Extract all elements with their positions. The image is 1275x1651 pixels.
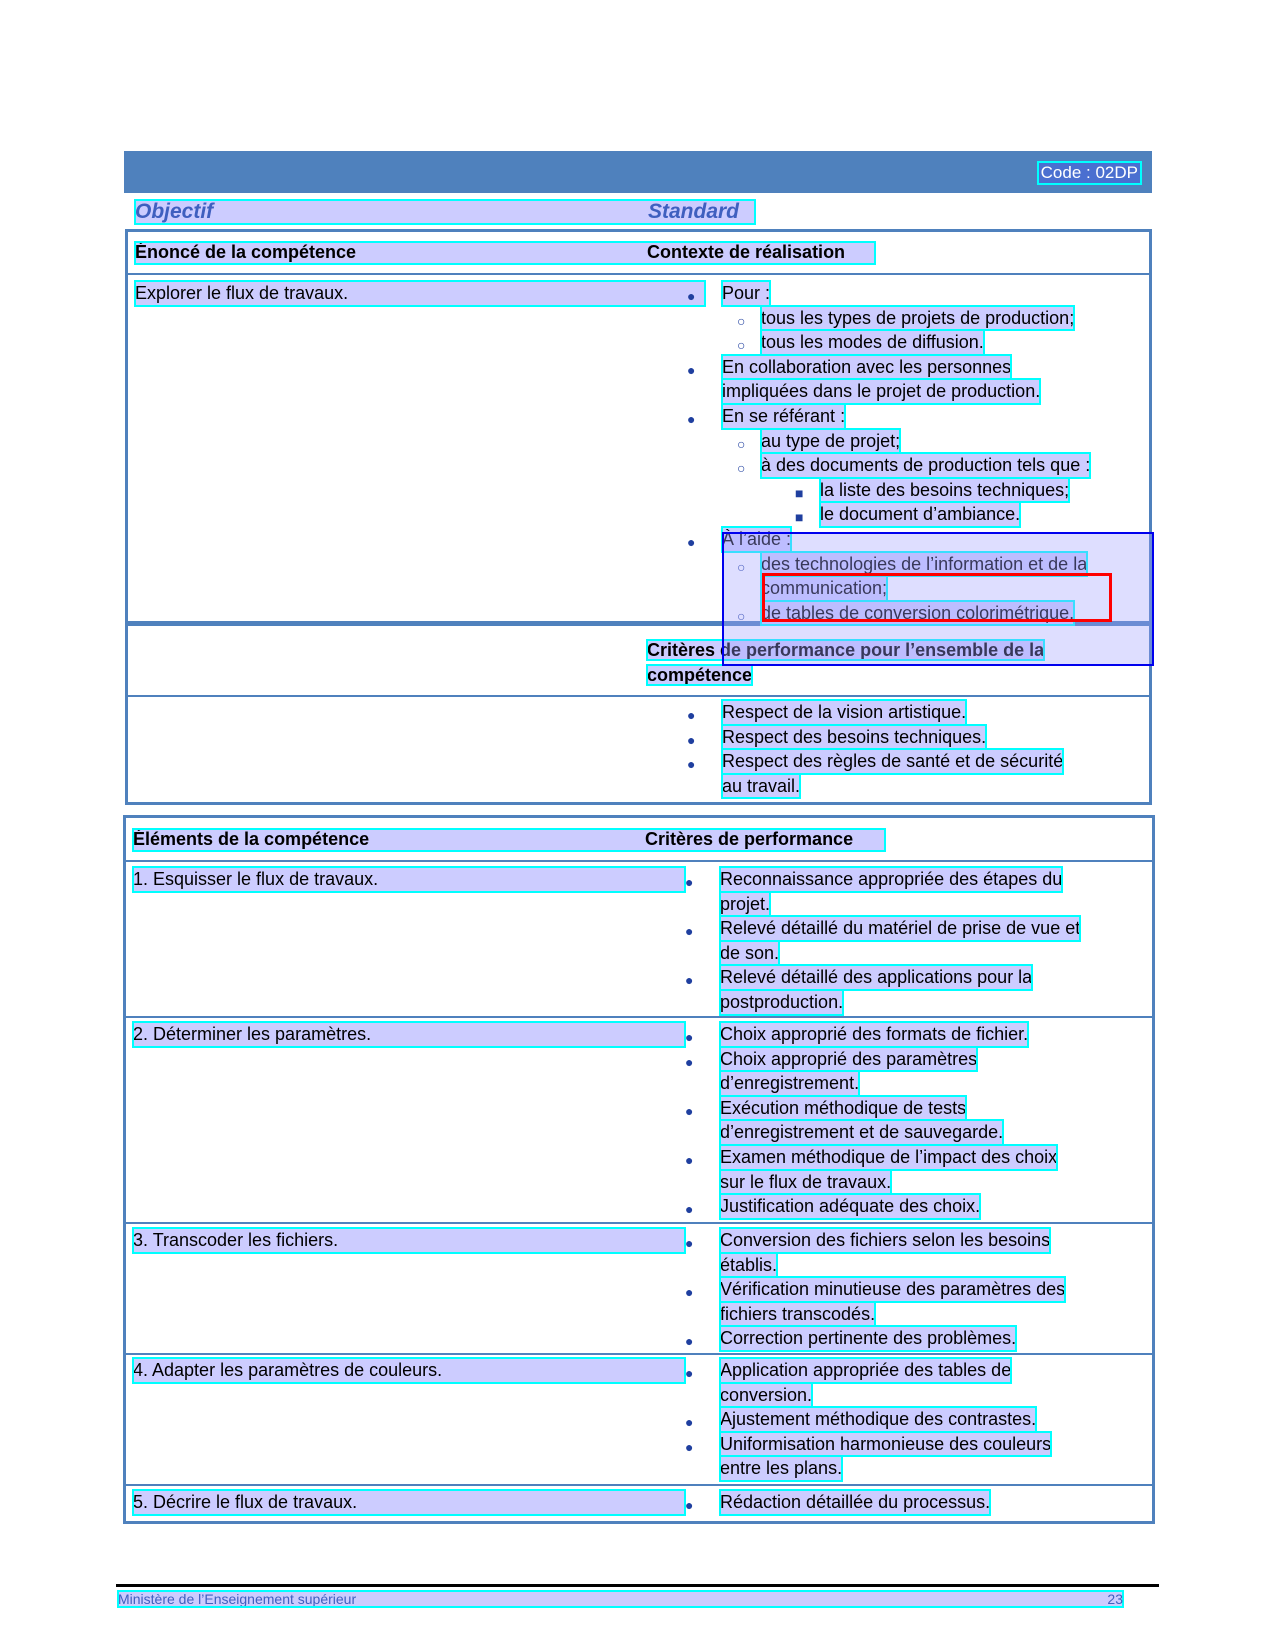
list-item-text: le document d’ambiance. <box>820 502 1020 527</box>
element-text: 1. Esquisser le flux de travaux. <box>133 867 685 892</box>
bullet-icon: ● <box>687 731 696 748</box>
footer-rule <box>116 1584 1159 1587</box>
divider <box>126 1484 1152 1486</box>
element-text: 3. Transcoder les fichiers. <box>133 1228 685 1253</box>
element-text: 5. Décrire le flux de travaux. <box>133 1490 685 1515</box>
list-item-text: Respect de la vision artistique. <box>722 700 966 725</box>
bullet-icon: ● <box>685 1365 694 1381</box>
bullet-icon: ● <box>685 1333 694 1350</box>
bullet-icon: ○ <box>737 337 746 354</box>
list-item-text: tous les types de projets de production; <box>761 306 1074 331</box>
bullet-icon: ○ <box>737 435 746 452</box>
bullet-icon: ● <box>685 972 694 989</box>
divider <box>126 1222 1152 1224</box>
bullet-icon: ● <box>685 874 694 890</box>
bullet-icon: ● <box>685 1151 694 1168</box>
list-item-text: Rédaction détaillée du processus. <box>720 1490 990 1515</box>
bullet-icon: ● <box>687 756 696 773</box>
bullet-icon: ● <box>685 1438 694 1455</box>
bullet-icon: ○ <box>737 558 746 575</box>
footer-ministry: Ministère de l’Enseignement supérieur <box>118 1591 357 1607</box>
list-item-text: au travail. <box>722 774 800 799</box>
criteria-ensemble-header: Critères de performance pour l’ensemble de la compétence <box>647 640 1045 685</box>
list-item-text: Correction pertinente des problèmes. <box>720 1326 1016 1351</box>
list-item-text: d’enregistrement et de sauvegarde. <box>720 1120 1003 1145</box>
bullet-icon: ○ <box>737 460 746 477</box>
bullet-icon: ■ <box>795 484 804 501</box>
list-item-text: En se référant : <box>722 404 845 429</box>
list-item-text: Choix approprié des paramètres <box>720 1047 977 1072</box>
list-item-text: sur le flux de travaux. <box>720 1170 891 1195</box>
objectif-label: Objectif <box>135 200 214 223</box>
divider <box>128 273 1149 275</box>
bullet-icon: ● <box>687 410 696 427</box>
list-item-text: Respect des règles de santé et de sécurité <box>722 749 1063 774</box>
list-item-text: Conversion des fichiers selon les besoins <box>720 1228 1050 1253</box>
bullet-icon: ● <box>685 1414 694 1431</box>
list-item-text: entre les plans. <box>720 1456 842 1481</box>
standard-label: Standard <box>648 200 740 223</box>
list-item-text: tous les modes de diffusion. <box>761 330 984 355</box>
header-bar <box>124 151 1152 193</box>
enonce-header: Énoncé de la compétence <box>135 242 357 262</box>
bullet-icon: ● <box>687 533 696 550</box>
bullet-icon: ● <box>685 1029 694 1045</box>
list-item-text: Uniformisation harmonieuse des couleurs <box>720 1432 1051 1457</box>
list-item-text: de tables de conversion colorimétrique. <box>761 601 1074 626</box>
program-code: Code : 02DP <box>1040 163 1138 182</box>
list-item-text: fichiers transcodés. <box>720 1302 875 1327</box>
footer <box>118 1591 1123 1607</box>
divider <box>126 1016 1152 1018</box>
bullet-icon: ● <box>685 1201 694 1218</box>
table2-header <box>133 829 885 851</box>
list-item-text: conversion. <box>720 1383 812 1408</box>
list-item-text: Exécution méthodique de tests <box>720 1096 966 1121</box>
bullet-icon: ○ <box>737 607 746 624</box>
list-item-text: impliquées dans le projet de production. <box>722 379 1040 404</box>
elements-header: Éléments de la compétence <box>133 829 370 849</box>
bullet-icon: ● <box>685 1102 694 1119</box>
list-item-text: Relevé détaillé des applications pour la <box>720 965 1032 990</box>
contexte-header: Contexte de réalisation <box>647 242 846 262</box>
list-item-text: Examen méthodique de l’impact des choix <box>720 1145 1057 1170</box>
list-item-text: des technologies de l’information et de la <box>761 552 1087 577</box>
list-item-text: de son. <box>720 941 779 966</box>
bullet-icon: ● <box>685 1497 694 1513</box>
list-item-text: Ajustement méthodique des contrastes. <box>720 1407 1036 1432</box>
list-item-text: projet. <box>720 892 770 917</box>
list-item-text: Application appropriée des tables de <box>720 1358 1011 1383</box>
list-item-text: Reconnaissance appropriée des étapes du <box>720 867 1062 892</box>
highlight-box <box>762 573 1112 622</box>
bullet-icon: ● <box>687 288 696 304</box>
page-number: 23 <box>1107 1591 1123 1607</box>
list-item-text: À l’aide : <box>722 527 791 552</box>
list-item-text: Respect des besoins techniques. <box>722 725 986 750</box>
criteres-header: Critères de performance <box>645 829 854 849</box>
bullet-icon: ● <box>685 1284 694 1301</box>
objectif-row <box>135 200 755 224</box>
bullet-icon: ● <box>685 923 694 940</box>
list-item-text: Choix approprié des formats de fichier. <box>720 1022 1028 1047</box>
list-item-text: d’enregistrement. <box>720 1071 859 1096</box>
list-item-text: établis. <box>720 1253 777 1278</box>
list-item-text: Justification adéquate des choix. <box>720 1194 980 1219</box>
list-item-text: à des documents de production tels que : <box>761 453 1090 478</box>
element-text: 2. Déterminer les paramètres. <box>133 1022 685 1047</box>
list-item-text: Vérification minutieuse des paramètres des <box>720 1277 1065 1302</box>
divider <box>126 1353 1152 1355</box>
bullet-icon: ● <box>687 361 696 378</box>
table1-header <box>135 242 875 264</box>
element-text: 4. Adapter les paramètres de couleurs. <box>133 1358 685 1383</box>
bullet-icon: ■ <box>795 509 804 526</box>
enonce-text: Explorer le flux de travaux. <box>135 281 705 306</box>
list-item-text: Relevé détaillé du matériel de prise de vue et <box>720 916 1080 941</box>
bullet-icon: ○ <box>737 312 746 329</box>
divider <box>128 695 1149 697</box>
bullet-icon: ● <box>687 707 696 723</box>
list-item-text: En collaboration avec les personnes <box>722 355 1011 380</box>
list-item-text: Pour : <box>722 281 770 306</box>
bullet-icon: ● <box>685 1235 694 1251</box>
list-item-text: postproduction. <box>720 990 843 1015</box>
list-item-text: la liste des besoins techniques; <box>820 478 1069 503</box>
list-item-text: au type de projet; <box>761 429 900 454</box>
bullet-icon: ● <box>685 1053 694 1070</box>
list-item-text: communication; <box>761 576 887 601</box>
divider <box>126 860 1152 862</box>
